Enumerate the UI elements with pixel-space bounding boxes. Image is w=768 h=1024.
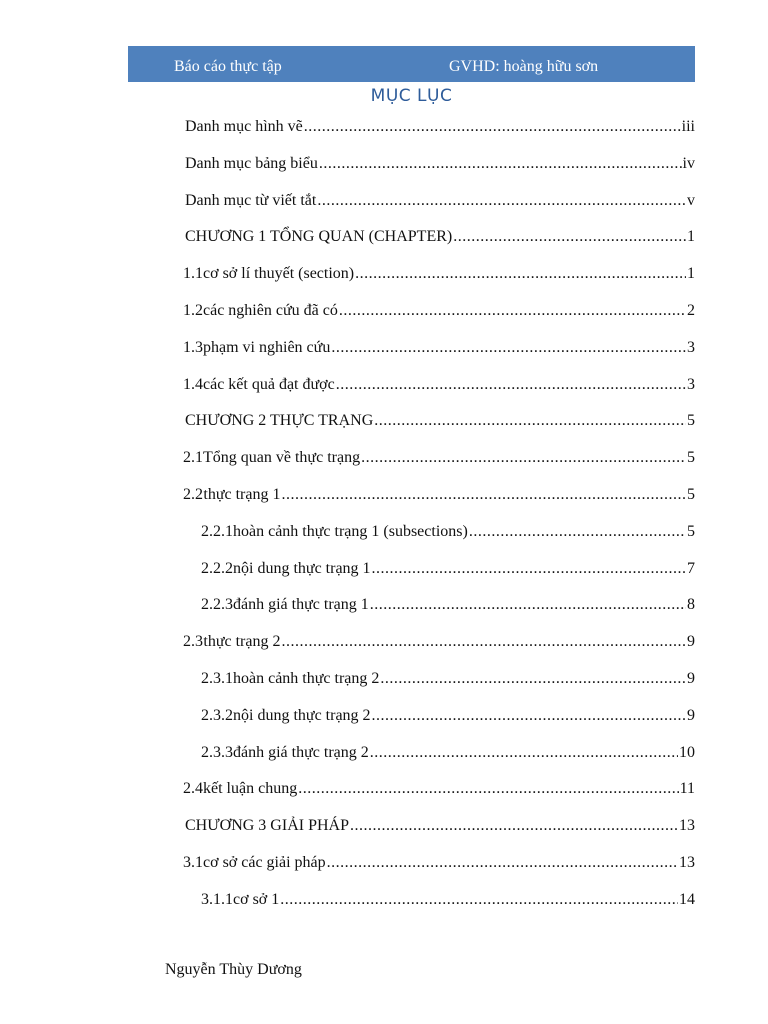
toc-entry-page: 10: [679, 744, 695, 761]
toc-leader-dots: [361, 448, 686, 468]
toc-entry-text: CHƯƠNG 3 GIẢI PHÁP: [185, 817, 349, 834]
toc-entry[interactable]: [185, 411, 695, 431]
toc-entry[interactable]: [183, 779, 695, 799]
toc-entry-number: 2.2.1: [201, 523, 233, 540]
toc-entry[interactable]: [201, 706, 695, 726]
toc-entry-text: Danh mục bảng biểu: [185, 155, 318, 172]
toc-entry-page: 5: [687, 523, 695, 540]
toc-entry-page: 3: [687, 339, 695, 356]
toc-entry-text: phạm vi nghiên cứu: [203, 339, 331, 356]
toc-leader-dots: [298, 779, 678, 799]
toc-entry-number: 2.3.2: [201, 707, 233, 724]
toc-entry[interactable]: [183, 301, 695, 321]
toc-entry[interactable]: [201, 595, 695, 615]
toc-leader-dots: [281, 485, 686, 505]
toc-entry[interactable]: [201, 522, 695, 542]
author-name: Nguyễn Thùy Dương: [165, 961, 302, 978]
toc-leader-dots: [350, 816, 678, 836]
toc-entry-text: CHƯƠNG 1 TỔNG QUAN (CHAPTER): [185, 228, 453, 245]
toc-entry-text: đánh giá thực trạng 1: [233, 596, 369, 613]
toc-entry-page: 9: [687, 633, 695, 650]
toc-entry-text: Tổng quan về thực trạng: [203, 449, 361, 466]
toc-entry-number: 2.3.3: [201, 744, 233, 761]
toc-entry-page: 5: [687, 449, 695, 466]
toc-leader-dots: [370, 743, 678, 763]
toc-leader-dots: [453, 227, 686, 247]
toc-entry-page: 11: [679, 780, 695, 797]
toc-entry-text: hoàn cảnh thực trạng 2: [233, 670, 380, 687]
toc-entry-number: 3.1.1: [201, 891, 233, 908]
toc-entry-text: kết luận chung: [203, 780, 298, 797]
toc-entry-page: 2: [687, 302, 695, 319]
toc-entry-text: Danh mục từ viết tắt: [185, 192, 317, 209]
toc-entry-page: 14: [679, 891, 695, 908]
toc-leader-dots: [317, 191, 686, 211]
toc-leader-dots: [372, 559, 686, 579]
toc-entry-number: 1.1: [183, 265, 203, 282]
toc-leader-dots: [372, 706, 686, 726]
toc-entry-page: v: [687, 192, 695, 209]
toc-leader-dots: [370, 595, 686, 615]
report-title: Báo cáo thực tập: [174, 58, 282, 75]
toc-entry-page: 13: [679, 817, 695, 834]
toc-entry-number: 2.2.2: [201, 560, 233, 577]
advisor-name: GVHD: hoàng hữu sơn: [449, 58, 599, 75]
page-header: [128, 46, 695, 82]
toc-entry-page: 5: [687, 412, 695, 429]
toc-entry[interactable]: [185, 816, 695, 836]
toc-entry-text: cơ sở 1: [233, 891, 280, 908]
toc-entry[interactable]: [183, 338, 695, 358]
toc-entry-text: thực trạng 1: [203, 486, 281, 503]
toc-entry[interactable]: [201, 559, 695, 579]
toc-entry[interactable]: [201, 743, 695, 763]
toc-leader-dots: [280, 890, 678, 910]
toc-entry-page: 7: [687, 560, 695, 577]
toc-entry-text: Danh mục hình vẽ: [185, 118, 303, 135]
toc-entry[interactable]: [185, 227, 695, 247]
toc-entry[interactable]: [185, 154, 695, 174]
toc-leader-dots: [339, 301, 686, 321]
toc-entry-text: hoàn cảnh thực trạng 1 (subsections): [233, 523, 468, 540]
toc-leader-dots: [304, 117, 681, 137]
toc-entry-number: 2.2: [183, 486, 203, 503]
toc-entry-text: CHƯƠNG 2 THỰC TRẠNG: [185, 412, 374, 429]
toc-leader-dots: [281, 632, 686, 652]
toc-leader-dots: [380, 669, 686, 689]
toc-entry-page: 3: [687, 376, 695, 393]
toc-entry-number: 2.2.3: [201, 596, 233, 613]
toc-entry-number: 2.3.1: [201, 670, 233, 687]
toc-entry-number: 1.4: [183, 376, 203, 393]
toc-entry-page: 5: [687, 486, 695, 503]
toc-entry[interactable]: [183, 375, 695, 395]
toc-entry[interactable]: [183, 485, 695, 505]
toc-entry[interactable]: [201, 669, 695, 689]
toc-entry-number: 2.3: [183, 633, 203, 650]
toc-leader-dots: [327, 853, 678, 873]
toc-entry-page: 13: [679, 854, 695, 871]
toc-entry[interactable]: [185, 117, 695, 137]
toc-entry-number: 1.3: [183, 339, 203, 356]
toc-leader-dots: [469, 522, 686, 542]
toc-entry-page: 1: [687, 228, 695, 245]
toc-entry-page: 9: [687, 707, 695, 724]
toc-leader-dots: [319, 154, 682, 174]
toc-entry-text: cơ sở các giải pháp: [203, 854, 326, 871]
toc-entry-text: thực trạng 2: [203, 633, 281, 650]
toc-entry[interactable]: [183, 853, 695, 873]
toc-entry-text: cơ sở lí thuyết (section): [203, 265, 355, 282]
toc-title: MỤC LỤC: [370, 86, 453, 106]
toc-leader-dots: [336, 375, 686, 395]
toc-entry-number: 3.1: [183, 854, 203, 871]
toc-entry-number: 2.4: [183, 780, 203, 797]
toc-entry[interactable]: [183, 448, 695, 468]
toc-entry-page: iv: [682, 155, 695, 172]
toc-entry[interactable]: [183, 264, 695, 284]
toc-leader-dots: [355, 264, 686, 284]
toc-entry[interactable]: [183, 632, 695, 652]
toc-entry-text: đánh giá thực trạng 2: [233, 744, 369, 761]
toc-leader-dots: [374, 411, 686, 431]
toc-entry-page: 1: [687, 265, 695, 282]
toc-entry-page: iii: [681, 118, 695, 135]
toc-entry-text: nội dung thực trạng 1: [233, 560, 371, 577]
toc-entry-number: 2.1: [183, 449, 203, 466]
toc-entry-page: 9: [687, 670, 695, 687]
toc-entry-number: 1.2: [183, 302, 203, 319]
toc-leader-dots: [331, 338, 686, 358]
toc-entry-text: các nghiên cứu đã có: [203, 302, 338, 319]
toc-entry-text: nội dung thực trạng 2: [233, 707, 371, 724]
toc-entry[interactable]: [201, 890, 695, 910]
toc-entry-page: 8: [687, 596, 695, 613]
toc-entry[interactable]: [185, 191, 695, 211]
toc-entry-text: các kết quả đạt được: [203, 376, 335, 393]
